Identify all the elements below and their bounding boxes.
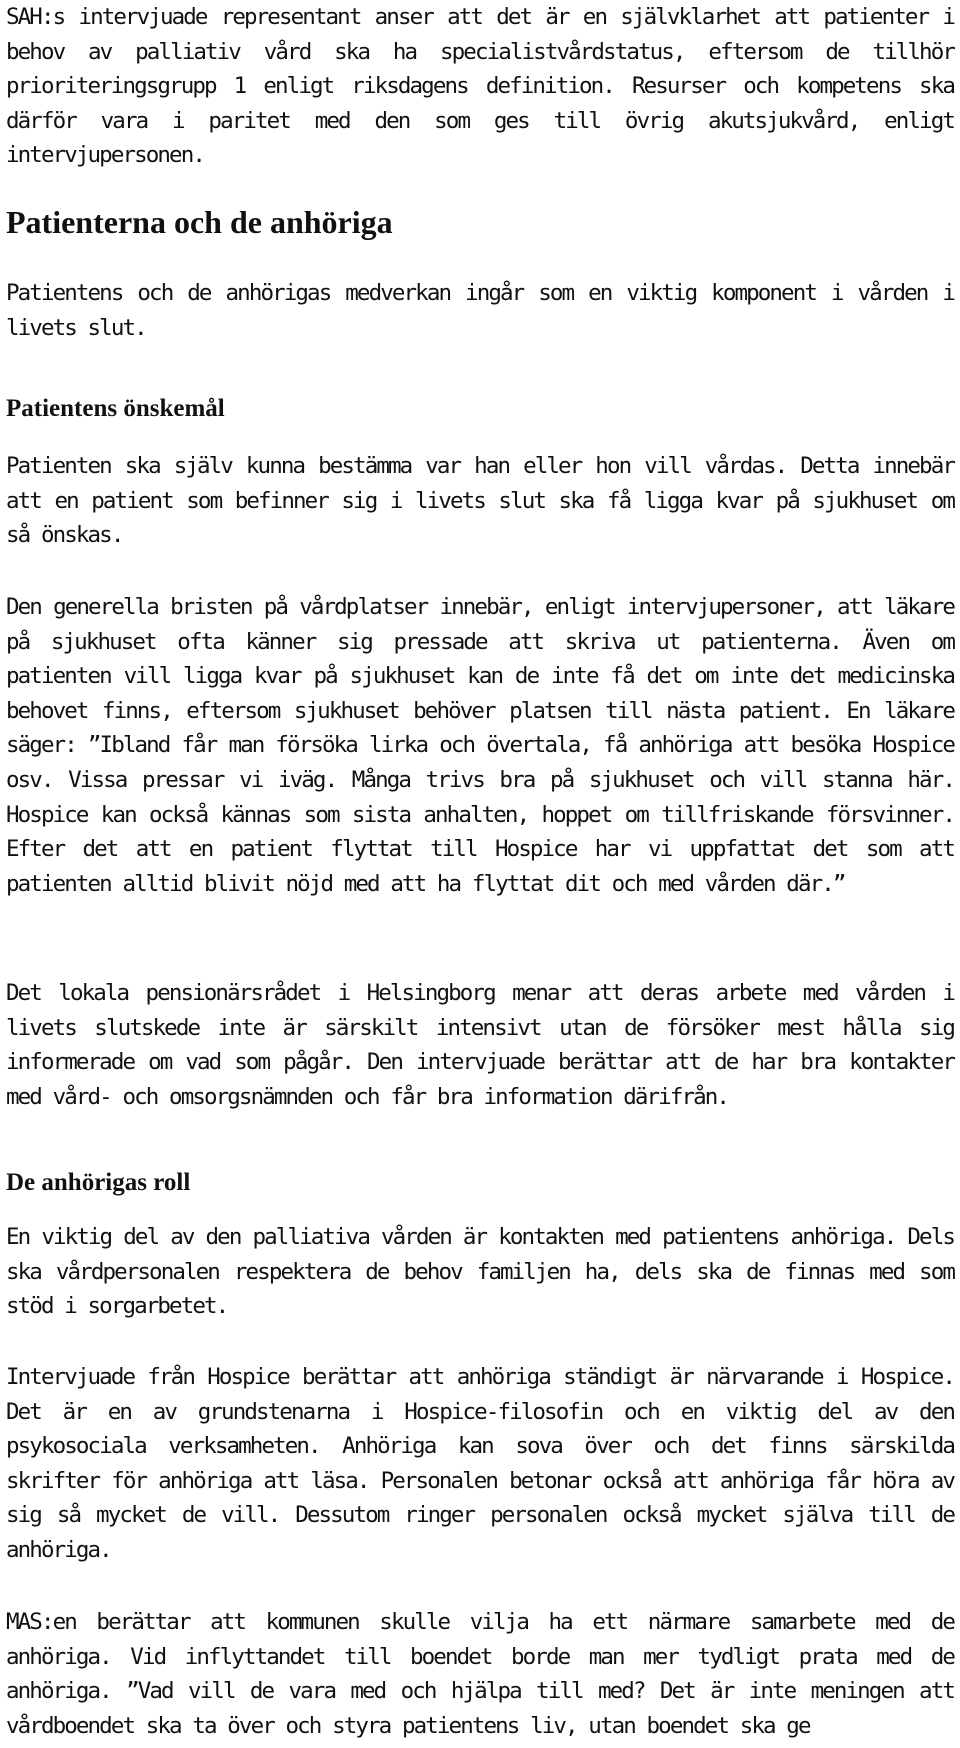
heading-patients-and-relatives: Patienterna och de anhöriga — [6, 204, 393, 240]
paragraph-general-shortage: Den generella bristen på vårdplatser innebär, enligt intervjupersoner, att läkare på sjukhuset ofta känner sig pressade att skriva ut patienterna. Även om patienten vill ligga kvar på sjukhuset kan de inte få det om inte det medicinska behovet finns, eftersom sjukhuset behöver platsen till nästa patient. En läkare säger: ”Ibland får man försöka lirka och övertala, få anhöriga att besöka Hospice osv. Vissa pressar vi iväg. Många trivs bra på sjukhuset och vill stanna här. Hospice kan också kännas som sista anhalten, hoppet om tillfriskande försvinner. Efter det att en patient flyttat till Hospice har vi uppfattat det som att patienten alltid blivit nöjd med att ha flyttat dit och med vården där.” — [6, 594, 954, 897]
document-page — [6, 0, 956, 1748]
paragraph-patients-and-relatives: Patientens och de anhörigas medverkan ingår som en viktig komponent i vården i livets slut. — [6, 280, 954, 341]
paragraph-hospice: Intervjuade från Hospice berättar att anhöriga ständigt är närvarande i Hospice. Det är en av grundstenarna i Hospice-filosofin och en viktig del av den psykosociala verksamheten. Anhöriga kan sova över och det finns särskilda skrifter för anhöriga att läsa. Personalen betonar också att anhöriga får höra av sig så mycket de vill. Dessutom ringer personalen också mycket själva till de anhöriga. — [6, 1364, 954, 1563]
heading-patient-wishes: Patientens önskemål — [6, 395, 225, 422]
paragraph-intro: SAH:s intervjuade representant anser att det är en självklarhet att patienter i behov av palliativ vård ska ha specialistvårdstatus, eftersom de tillhör prioriteringsgrupp 1 enligt riksdagens definition. Resurser och kompetens ska därför vara i paritet med den som ges till övrig akutsjukvård, enligt intervjupersonen. — [6, 4, 954, 169]
paragraph-patient-wishes: Patienten ska själv kunna bestämma var han eller hon vill vårdas. Detta innebär att en patient som befinner sig i livets slut ska få ligga kvar på sjukhuset om så önskas. — [6, 453, 954, 549]
paragraph-mas: MAS:en berättar att kommunen skulle vilja ha ett närmare samarbete med de anhöriga. Vid inflyttandet till boendet borde man mer tydligt prata med de anhöriga. ”Vad vill de vara med och hjälpa till med? Det är inte meningen att vårdboendet ska ta över och styra patientens liv, utan boendet ska ge — [6, 1609, 954, 1739]
paragraph-relatives-role: En viktig del av den palliativa vården är kontakten med patientens anhöriga. Dels ska vårdpersonalen respektera de behov familjen ha, dels ska de finnas med som stöd i sorgarbetet. — [6, 1224, 954, 1320]
heading-relatives-role: De anhörigas roll — [6, 1169, 191, 1196]
paragraph-local-pensioners-council: Det lokala pensionärsrådet i Helsingborg menar att deras arbete med vården i livets slutskede inte är särskilt intensivt utan de försöker mest hålla sig informerade om vad som pågår. Den intervjuade berättar att de har bra kontakter med vård- och omsorgsnämnden och får bra information därifrån. — [6, 980, 954, 1110]
